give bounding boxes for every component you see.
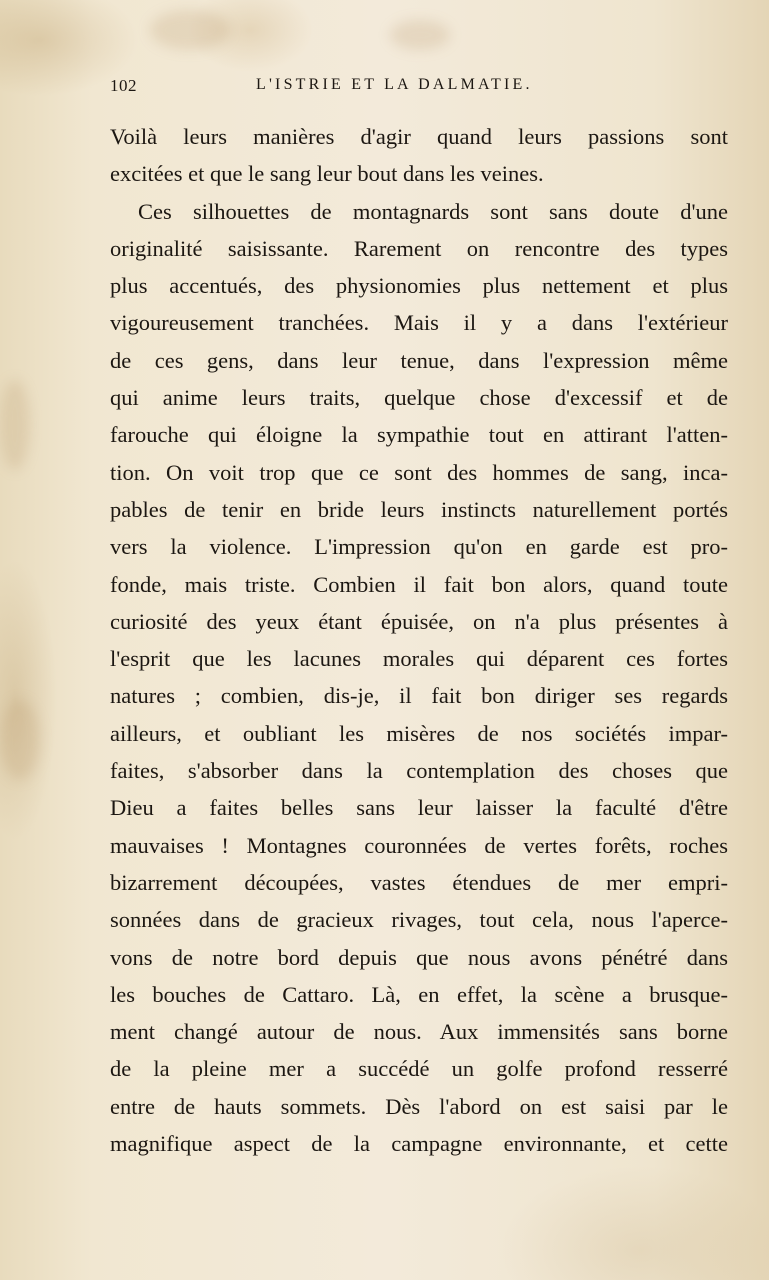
- paper-stain: [0, 380, 30, 470]
- text-line: fonde, mais triste. Combien il fait bon alors, quand toute: [110, 571, 728, 597]
- text-line: tion. On voit trop que ce sont des hommes de sang, inca-: [110, 459, 728, 485]
- text-line: les bouches de Cattaro. Là, en effet, la scène a brusque-: [110, 981, 728, 1007]
- running-title: L'ISTRIE ET LA DALMATIE.: [256, 76, 533, 93]
- body-text: [110, 118, 728, 1162]
- text-line: Dieu a faites belles sans leur laisser la faculté d'être: [110, 795, 728, 821]
- text-line: l'esprit que les lacunes morales qui déparent ces fortes: [110, 646, 728, 672]
- running-head: [110, 76, 730, 100]
- text-line: natures ; combien, dis-je, il fait bon diriger ses regards: [110, 683, 728, 709]
- text-line: vigoureusement tranchées. Mais il y a dans l'extérieur: [110, 310, 728, 336]
- text-line: bizarrement découpées, vastes étendues de mer empri-: [110, 869, 728, 895]
- text-line: sonnées dans de gracieux rivages, tout cela, nous l'aperce-: [110, 907, 728, 933]
- text-line: magnifique aspect de la campagne environnante, et cette: [110, 1131, 728, 1157]
- text-line: ailleurs, et oubliant les misères de nos sociétés impar-: [110, 720, 728, 746]
- text-line: mauvaises ! Montagnes couronnées de vertes forêts, roches: [110, 832, 728, 858]
- paper-stain: [0, 700, 40, 780]
- text-line: vons de notre bord depuis que nous avons pénétré dans: [110, 944, 728, 970]
- page-number: 102: [110, 76, 137, 95]
- paper-stain: [150, 10, 230, 50]
- text-line: farouche qui éloigne la sympathie tout en attirant l'atten-: [110, 422, 728, 448]
- text-line: Voilà leurs manières d'agir quand leurs passions sont: [110, 124, 728, 149]
- text-line: curiosité des yeux étant épuisée, on n'a plus présentes à: [110, 608, 728, 634]
- text-line: vers la violence. L'impression qu'on en garde est pro-: [110, 534, 728, 560]
- text-line: faites, s'absorber dans la contemplation des choses que: [110, 758, 728, 784]
- text-line: de la pleine mer a succédé un golfe profond resserré: [110, 1056, 728, 1082]
- text-line: qui anime leurs traits, quelque chose d'excessif et de: [110, 385, 728, 411]
- text-line: de ces gens, dans leur tenue, dans l'expression même: [110, 347, 728, 373]
- text-line: excitées et que le sang leur bout dans les veines.: [110, 161, 544, 187]
- text-line: plus accentués, des physionomies plus nettement et plus: [110, 273, 728, 299]
- text-line: Ces silhouettes de montagnards sont sans doute d'une: [138, 198, 728, 224]
- text-line: originalité saisissante. Rarement on rencontre des types: [110, 235, 728, 261]
- paper-stain: [390, 20, 450, 50]
- text-line: ment changé autour de nous. Aux immensités sans borne: [110, 1019, 728, 1045]
- text-line: entre de hauts sommets. Dès l'abord on est saisi par le: [110, 1093, 728, 1119]
- text-line: pables de tenir en bride leurs instincts naturellement portés: [110, 496, 728, 522]
